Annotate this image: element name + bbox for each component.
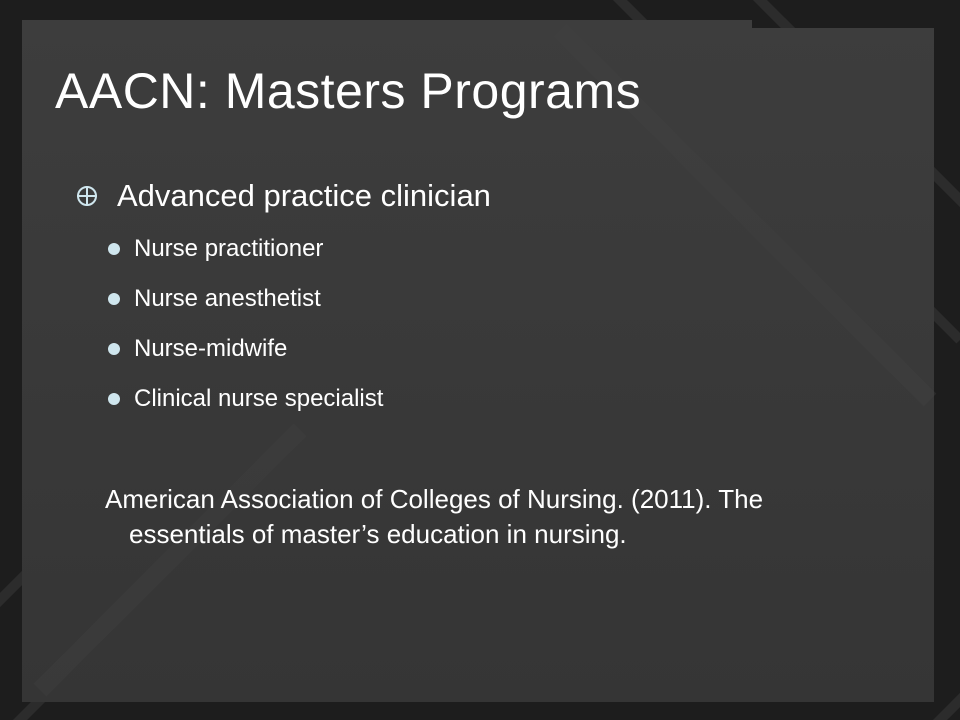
bullet-item-advanced-practice [75, 178, 895, 424]
main-bullet-label: Advanced practice clinician [117, 178, 491, 213]
bullet-dot-icon [108, 293, 120, 305]
sub-bullet-label: Nurse-midwife [134, 335, 288, 362]
sub-bullet-label: Nurse anesthetist [134, 285, 321, 312]
sub-bullet-item [75, 374, 895, 424]
bullet-dot-icon [108, 243, 120, 255]
target-icon [75, 184, 99, 208]
sub-bullet-list [75, 224, 895, 424]
citation-text: American Association of Colleges of Nursing. (2011). The essentials of master’s education in nursing. [105, 484, 764, 549]
bullet-dot-icon [108, 393, 120, 405]
sub-bullet-label: Clinical nurse specialist [134, 385, 384, 412]
bullet-dot-icon [108, 343, 120, 355]
sub-bullet-item [75, 224, 895, 274]
main-bullet-row [75, 178, 895, 214]
bullet-list [75, 178, 895, 424]
slide-title: AACN: Masters Programs [55, 63, 642, 119]
sub-bullet-item [75, 274, 895, 324]
sub-bullet-item [75, 324, 895, 374]
sub-bullet-label: Nurse practitioner [134, 235, 324, 262]
